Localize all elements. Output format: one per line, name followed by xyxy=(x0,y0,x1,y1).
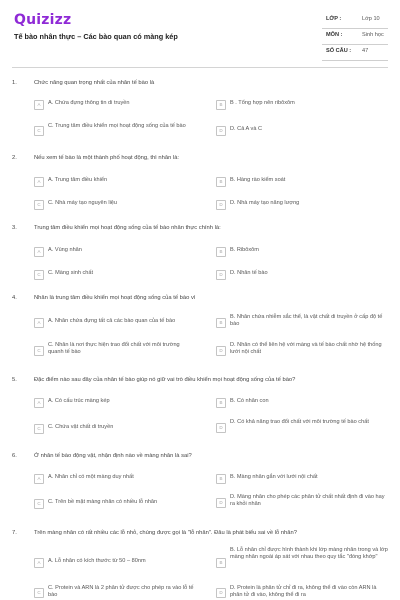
option-b-box: B xyxy=(216,558,226,568)
option-a-text: A. Chứa đựng thông tin di truyền xyxy=(48,100,130,106)
option-c-text: C. Màng sinh chất xyxy=(48,270,94,276)
question-number: 3. xyxy=(12,225,17,231)
option-b-text: B . Tổng hợp nên ribôxôm xyxy=(230,100,295,106)
question-text: Trên màng nhân có rất nhiều các lỗ nhỏ, chúng được gọi là "lỗ nhân". Đâu là phát biểu sai về lỗ nhân? xyxy=(34,530,297,536)
option-d-text: D. Màng nhân cho phép các phân tử chất nhất định đi vào hay ra khỏi nhân xyxy=(230,494,385,508)
option-d-box: D xyxy=(216,588,226,598)
option-b-box: B xyxy=(216,177,226,187)
option-d-text: D. Nhà máy tạo năng lượng xyxy=(230,200,300,206)
option-d-box: D xyxy=(216,498,226,508)
option-a-box: A xyxy=(34,100,44,110)
meta-class-label: LỚP : xyxy=(326,16,342,22)
option-c-box: C xyxy=(34,424,44,434)
question-number: 7. xyxy=(12,530,17,536)
option-c-text: C. Chứa vật chất di truyền xyxy=(48,424,114,430)
option-a-box: A xyxy=(34,318,44,328)
option-d-text: D. Nhân có thể liên hệ với màng và tế bào chất nhờ hệ thống lưới nội chất xyxy=(230,342,382,356)
quizizz-logo: Quizizz xyxy=(14,12,72,28)
meta-class xyxy=(322,12,388,29)
option-c-box: C xyxy=(34,200,44,210)
question-text: Ở nhân tế bào động vật, nhận định nào về màng nhân là sai? xyxy=(34,453,192,459)
option-d-box: D xyxy=(216,126,226,136)
question-text: Chức năng quan trọng nhất của nhân tế bào là xyxy=(34,80,155,86)
question-number: 4. xyxy=(12,295,17,301)
meta-count-label: SỐ CÂU : xyxy=(326,48,352,54)
option-b-box: B xyxy=(216,474,226,484)
option-d-box: D xyxy=(216,270,226,280)
question-text: Nhân là trung tâm điều khiển mọi hoạt động sống của tế bào vì xyxy=(34,295,196,301)
option-a-text: A. Có cấu trúc màng kép xyxy=(48,398,110,404)
option-a-box: A xyxy=(34,398,44,408)
option-c-text: C. Protein và ARN là 2 phân tử được cho phép ra vào lỗ tế bào xyxy=(48,585,194,599)
option-d-box: D xyxy=(216,423,226,433)
document-title: Tế bào nhân thực – Các bào quan có màng kép xyxy=(14,32,178,41)
header-divider xyxy=(12,67,388,68)
option-d-text: D. Protein là phân tử chỉ đi ra, không thể đi vào còn ARN là phân tử đi vào, không thể đi ra xyxy=(230,585,377,599)
question-number: 5. xyxy=(12,377,17,383)
option-d-box: D xyxy=(216,200,226,210)
option-c-box: C xyxy=(34,499,44,509)
option-c-box: C xyxy=(34,126,44,136)
page-header xyxy=(0,0,400,62)
option-a-box: A xyxy=(34,558,44,568)
option-c-box: C xyxy=(34,588,44,598)
option-a-text: A. Nhân chỉ có một màng duy nhất xyxy=(48,474,134,480)
option-b-text: B. Ribôxôm xyxy=(230,247,259,253)
option-d-text: D. Nhân tế bào xyxy=(230,270,268,276)
option-a-box: A xyxy=(34,247,44,257)
option-d-box: D xyxy=(216,346,226,356)
option-b-text: B. Hàng rào kiểm soát xyxy=(230,177,286,183)
question-number: 1. xyxy=(12,80,17,86)
question-text: Nếu xem tế bào là một thành phố hoạt động, thì nhân là: xyxy=(34,155,180,161)
option-c-box: C xyxy=(34,346,44,356)
option-b-text: B. Có nhân con xyxy=(230,398,269,404)
option-b-box: B xyxy=(216,100,226,110)
option-b-text: B. Màng nhân gắn với lưới nội chất xyxy=(230,474,318,480)
option-b-box: B xyxy=(216,247,226,257)
question-text: Đặc điểm nào sau đây của nhân tế bào giúp nó giữ vai trò điều khiển mọi hoạt động sống của tế bào? xyxy=(34,377,296,383)
question-number: 6. xyxy=(12,453,17,459)
meta-count xyxy=(322,44,388,61)
meta-subject-value: Sinh học xyxy=(362,32,384,38)
option-a-text: A. Lỗ nhân có kích thước từ 50 – 80nm xyxy=(48,558,146,564)
option-a-text: A. Vùng nhân xyxy=(48,247,82,253)
option-c-text: C. Nhân là nơi thực hiện trao đổi chất với môi trường quanh tế bào xyxy=(48,342,180,356)
option-b-box: B xyxy=(216,318,226,328)
option-b-box: B xyxy=(216,398,226,408)
option-c-box: C xyxy=(34,270,44,280)
meta-count-value: 47 xyxy=(362,48,369,54)
question-number: 2. xyxy=(12,155,17,161)
option-c-text: C. Trung tâm điều khiển mọi hoạt động sống của tế bào xyxy=(48,123,186,129)
meta-subject xyxy=(322,28,388,45)
option-d-text: D. Có khả năng trao đổi chất với môi trường tế bào chất xyxy=(230,419,369,425)
option-d-text: D. Cả A và C xyxy=(230,126,263,132)
option-b-text: B. Lỗ nhân chỉ được hình thành khi lớp màng nhân trong và lớp màng nhân ngoài áp sát với nhau theo quy tắc "đóng khớp" xyxy=(230,547,388,561)
option-c-text: C. Trên bề mặt màng nhân có nhiều lỗ nhân xyxy=(48,499,158,505)
question-text: Trung tâm điều khiển mọi hoạt động sống của tế bào nhân thực chính là: xyxy=(34,225,221,231)
option-a-box: A xyxy=(34,474,44,484)
meta-class-value: Lớp 10 xyxy=(362,16,380,22)
meta-subject-label: MÔN : xyxy=(326,32,343,38)
option-a-box: A xyxy=(34,177,44,187)
option-a-text: A. Nhân chứa đựng tất cả các bào quan của tế bào xyxy=(48,318,176,324)
option-b-text: B. Nhân chứa nhiễm sắc thể, là vật chất di truyền ở cấp độ tế bào xyxy=(230,314,383,328)
option-a-text: A. Trung tâm điều khiển xyxy=(48,177,108,183)
option-c-text: C. Nhà máy tạo nguyên liệu xyxy=(48,200,118,206)
